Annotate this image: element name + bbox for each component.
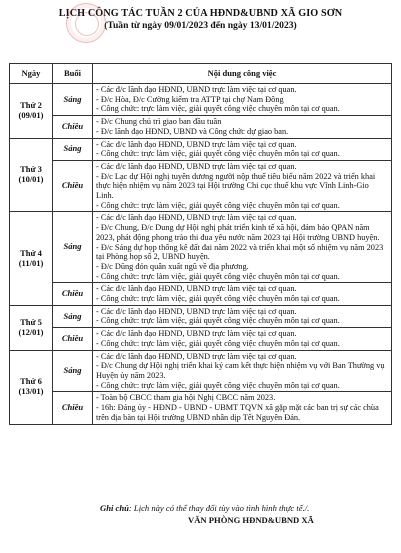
content-line: - Đ/c Chung chủ trì giao ban đầu tuần (96, 117, 222, 127)
day-cell (10, 305, 53, 350)
session-cell: Chiều (53, 328, 93, 350)
table-row (10, 138, 392, 160)
table-row (10, 116, 392, 138)
table-header-row (10, 64, 392, 84)
col-content-header: Nội dung công việc (93, 64, 392, 84)
content-line: - Đ/c lãnh đạo HĐND, UBND và Công chức dự giao ban. (96, 126, 289, 136)
content-line: - Công chức: trực làm việc, giải quyết công việc chuyên môn tại cơ quan. (96, 338, 340, 348)
session-cell: Chiều (53, 160, 93, 212)
content-line: - Các đ/c lãnh đạo HĐND, UBND trực làm việc tại cơ quan. (96, 139, 297, 149)
footer-note (100, 503, 309, 513)
table-row (10, 283, 392, 305)
content-line: - Các đ/c lãnh đạo HĐND, UBND trực làm việc tại cơ quan. (96, 329, 297, 339)
content-line: - Công chức: trực làm việc, giải quyết công việc chuyên môn tại cơ quan. (96, 380, 340, 390)
content-cell (93, 328, 392, 350)
content-line: - Đ/c Dũng đón quân xuất ngũ về địa phương. (96, 261, 249, 271)
content-line: - Đ/c Hòa, Đ/c Cường kiểm tra ATTP tại chợ Nam Đông (96, 94, 284, 104)
day-date: (12/01) (18, 326, 44, 337)
content-line: - Công chức: trực làm việc, giải quyết công việc chuyên môn tại cơ quan. (96, 294, 340, 304)
content-line: - Các đ/c lãnh đạo HĐND, UBND trực làm việc tại cơ quan. (96, 306, 297, 316)
table-row (10, 392, 392, 424)
session-cell: Chiều (53, 116, 93, 138)
schedule-table (9, 63, 392, 425)
session-cell: Sáng (53, 138, 93, 160)
day-name: Thứ 5 (20, 316, 42, 327)
day-cell (10, 212, 53, 305)
content-line: - Công chức: trực làm việc, giải quyết công việc chuyên môn tại cơ quan. (96, 200, 340, 210)
day-name: Thứ 4 (20, 247, 42, 258)
col-day-header: Ngày (10, 64, 53, 84)
content-line: - Công chức: trực làm việc, giải quyết công việc chuyên môn tại cơ quan. (96, 316, 340, 326)
content-line: - Các đ/c lãnh đạo HĐND, UBND trực làm việc tại cơ quan. (96, 85, 297, 94)
content-line: - Đ/c Chung dự Hội nghị triển khai ký cam kết thực hiện nhiệm vụ với Ban Thường vụ Huyện ủy năm 2023. (96, 361, 385, 380)
session-cell: Sáng (53, 84, 93, 116)
seal-stamp-icon (66, 3, 106, 43)
day-date: (09/01) (18, 109, 44, 120)
content-line: - Đ/c Lạc dự Hội nghị tuyên dương người nộp thuế tiêu biểu năm 2022 và triển khai thực hiện nhiệm vụ năm 2023 tại Hội trường Chi cục thuế khu vực Vĩnh Linh-Gio Linh. (96, 171, 376, 201)
session-cell: Chiều (53, 392, 93, 424)
session-cell: Sáng (53, 212, 93, 283)
day-cell (10, 84, 53, 139)
table-row (10, 84, 392, 116)
content-line: - Các đ/c lãnh đạo HĐND, UBND trực làm việc tại cơ quan. (96, 351, 297, 361)
day-cell (10, 350, 53, 424)
table-row (10, 212, 392, 283)
content-cell (93, 305, 392, 327)
session-cell: Chiều (53, 283, 93, 305)
content-cell (93, 392, 392, 424)
content-cell (93, 84, 392, 116)
content-line: - Công chức: trực làm việc, giải quyết công việc chuyên môn tại cơ quan. (96, 271, 340, 281)
content-cell (93, 116, 392, 138)
day-date: (10/01) (18, 173, 44, 184)
content-line: - Công chức: trực làm việc, giải quyết công việc chuyên môn tại cơ quan. (96, 149, 340, 159)
day-name: Thứ 3 (20, 164, 42, 175)
content-line: - Các đ/c lãnh đạo HĐND, UBND trực làm việc tại cơ quan. (96, 284, 297, 294)
day-date: (11/01) (18, 257, 44, 268)
content-line: - Đ/c Sáng dự họp thống kê đất đai năm 2022 và triển khai một số nhiệm vụ năm 2023 tại Phòng họp số 2, UBND huyện. (96, 242, 384, 262)
table-row (10, 328, 392, 350)
note-label: Ghi chú (100, 503, 129, 513)
note-text: : Lịch này có thể thay đổi tùy vào tình hình thực tế./. (128, 503, 310, 513)
content-cell (93, 283, 392, 305)
document-subtitle: (Tuần từ ngày 09/01/2023 đến ngày 13/01/2023) (104, 20, 297, 31)
content-line: - Công chức: trực làm việc, giải quyết công việc chuyên môn tại cơ quan. (96, 104, 340, 114)
session-cell: Sáng (53, 305, 93, 327)
content-line: - 16h: Đảng ủy - HĐND - UBND - UBMT TQVN xã gặp mặt các ban trị sự các chùa trên địa bàn tại Hội trường UBND nhân dịp Tết Nguyên Đán. (96, 403, 379, 422)
content-line: - Đ/c Chung, Đ/c Dung dự Hội nghị phát triển kinh tế xã hội, đảm bảo QPAN năm 2023, phát động phong trào thi đua yêu nước năm 2023 tại Hội trường UBND huyện. (96, 223, 380, 242)
col-session-header: Buổi (53, 64, 93, 84)
content-cell (93, 160, 392, 212)
content-cell (93, 138, 392, 160)
office-signature: VĂN PHÒNG HĐND&UBND XÃ (188, 515, 314, 525)
day-name: Thứ 6 (20, 376, 42, 387)
table-row (10, 160, 392, 212)
table-row (10, 305, 392, 327)
document-header (0, 8, 401, 31)
session-cell: Sáng (53, 350, 93, 392)
content-line: - Toàn bộ CBCC tham gia hội Nghị CBCC năm 2023. (96, 393, 276, 403)
table-row (10, 350, 392, 392)
document-title: LỊCH CÔNG TÁC TUẦN 2 CỦA HĐND&UBND XÃ GIO SƠN (58, 8, 343, 19)
content-line: - Các đ/c lãnh đạo HĐND, UBND trực làm việc tại cơ quan. (96, 213, 297, 223)
day-name: Thứ 2 (20, 99, 42, 110)
day-date: (13/01) (18, 386, 44, 397)
content-cell (93, 350, 392, 392)
day-cell (10, 138, 53, 212)
schedule-body (10, 84, 392, 425)
content-line: - Các đ/c lãnh đạo HĐND, UBND trực làm việc tại cơ quan. (96, 161, 297, 171)
content-cell (93, 212, 392, 283)
